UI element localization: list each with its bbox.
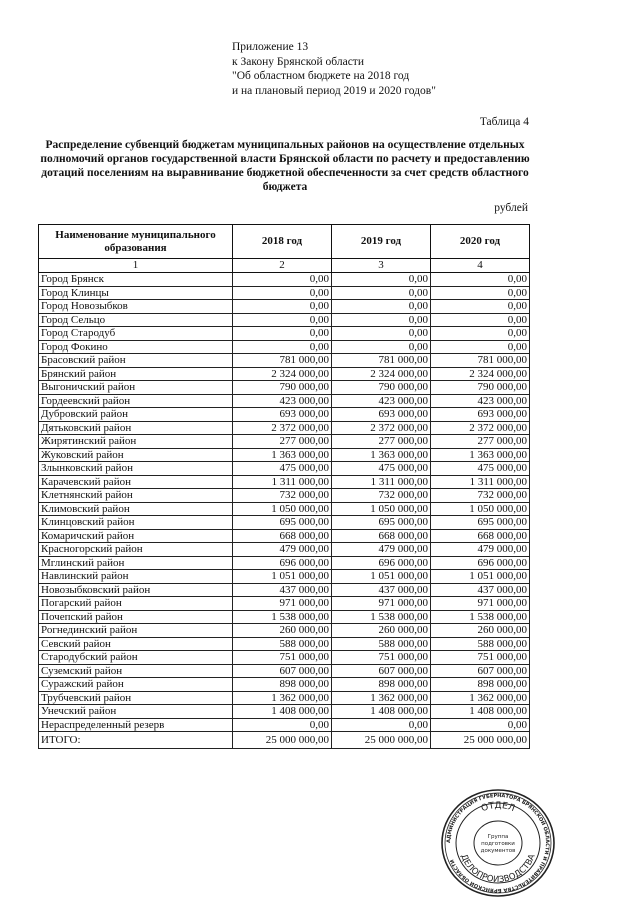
amount-2020: 693 000,00 — [431, 408, 530, 422]
table-row — [39, 367, 530, 381]
amount-2020: 898 000,00 — [431, 678, 530, 692]
amount-2019: 0,00 — [332, 286, 431, 300]
table-row — [39, 718, 530, 732]
amount-2018: 1 311 000,00 — [233, 475, 332, 489]
municipality-name: Город Сельцо — [39, 313, 233, 327]
amount-2020: 2 324 000,00 — [431, 367, 530, 381]
municipality-name: Красногорский район — [39, 543, 233, 557]
column-index: 4 — [431, 259, 530, 273]
municipality-name: Климовский район — [39, 502, 233, 516]
municipality-name: Брасовский район — [39, 354, 233, 368]
header-municipality: Наименование муниципального образования — [39, 225, 233, 259]
appendix-line-2: к Закону Брянской области — [232, 55, 364, 68]
table-row — [39, 678, 530, 692]
table-row — [39, 394, 530, 408]
amount-2018: 2 324 000,00 — [233, 367, 332, 381]
amount-2020: 1 050 000,00 — [431, 502, 530, 516]
municipality-name: Выгоничский район — [39, 381, 233, 395]
amount-2018: 0,00 — [233, 286, 332, 300]
amount-2020: 1 311 000,00 — [431, 475, 530, 489]
table-row — [39, 583, 530, 597]
amount-2019: 0,00 — [332, 718, 431, 732]
amount-2020: 0,00 — [431, 273, 530, 287]
amount-2018: 1 050 000,00 — [233, 502, 332, 516]
svg-text:Группа: Группа — [487, 834, 509, 840]
amount-2018: 1 363 000,00 — [233, 448, 332, 462]
amount-2019: 1 362 000,00 — [332, 691, 431, 705]
municipality-name: Унечский район — [39, 705, 233, 719]
amount-2018: 0,00 — [233, 327, 332, 341]
amount-2018: 696 000,00 — [233, 556, 332, 570]
amount-2018: 588 000,00 — [233, 637, 332, 651]
total-amount-2020: 25 000 000,00 — [431, 732, 530, 749]
table-header-row — [39, 225, 530, 259]
amount-2018: 693 000,00 — [233, 408, 332, 422]
municipality-name: Город Фокино — [39, 340, 233, 354]
amount-2019: 781 000,00 — [332, 354, 431, 368]
amount-2018: 1 538 000,00 — [233, 610, 332, 624]
amount-2019: 588 000,00 — [332, 637, 431, 651]
total-label: ИТОГО: — [39, 732, 233, 749]
municipality-name: Брянский район — [39, 367, 233, 381]
table-row — [39, 556, 530, 570]
municipality-name: Жуковский район — [39, 448, 233, 462]
amount-2020: 1 538 000,00 — [431, 610, 530, 624]
amount-2018: 0,00 — [233, 273, 332, 287]
municipality-name: Нераспределенный резерв — [39, 718, 233, 732]
table-row — [39, 340, 530, 354]
svg-text:ДЕЛОПРОИЗВОДСТВА: ДЕЛОПРОИЗВОДСТВА — [458, 852, 538, 886]
municipality-name: Дубровский район — [39, 408, 233, 422]
municipality-name: Почепский район — [39, 610, 233, 624]
amount-2019: 0,00 — [332, 300, 431, 314]
amount-2020: 437 000,00 — [431, 583, 530, 597]
appendix-line-3: "Об областном бюджете на 2018 год — [232, 70, 410, 82]
amount-2018: 607 000,00 — [233, 664, 332, 678]
amount-2020: 0,00 — [431, 313, 530, 327]
table-row — [39, 664, 530, 678]
amount-2019: 790 000,00 — [332, 381, 431, 395]
amount-2018: 971 000,00 — [233, 597, 332, 611]
amount-2019: 2 324 000,00 — [332, 367, 431, 381]
amount-2018: 0,00 — [233, 313, 332, 327]
table-row — [39, 381, 530, 395]
municipality-name: Стародубский район — [39, 651, 233, 665]
table-row — [39, 637, 530, 651]
table-row — [39, 570, 530, 584]
amount-2019: 2 372 000,00 — [332, 421, 431, 435]
amount-2019: 437 000,00 — [332, 583, 431, 597]
municipality-name: Мглинский район — [39, 556, 233, 570]
column-index: 1 — [39, 259, 233, 273]
municipality-name: Клинцовский район — [39, 516, 233, 530]
table-row — [39, 408, 530, 422]
amount-2020: 0,00 — [431, 300, 530, 314]
amount-2018: 732 000,00 — [233, 489, 332, 503]
subsidy-table — [38, 224, 530, 749]
amount-2020: 423 000,00 — [431, 394, 530, 408]
amount-2018: 2 372 000,00 — [233, 421, 332, 435]
amount-2018: 475 000,00 — [233, 462, 332, 476]
municipality-name: Город Брянск — [39, 273, 233, 287]
amount-2018: 260 000,00 — [233, 624, 332, 638]
table-row — [39, 286, 530, 300]
amount-2019: 1 050 000,00 — [332, 502, 431, 516]
amount-2018: 751 000,00 — [233, 651, 332, 665]
amount-2019: 607 000,00 — [332, 664, 431, 678]
municipality-name: Гордеевский район — [39, 394, 233, 408]
amount-2019: 1 311 000,00 — [332, 475, 431, 489]
amount-2018: 0,00 — [233, 300, 332, 314]
municipality-name: Клетнянский район — [39, 489, 233, 503]
amount-2020: 732 000,00 — [431, 489, 530, 503]
svg-text:подготовки: подготовки — [481, 841, 515, 847]
amount-2019: 898 000,00 — [332, 678, 431, 692]
amount-2019: 0,00 — [332, 340, 431, 354]
amount-2018: 423 000,00 — [233, 394, 332, 408]
amount-2020: 751 000,00 — [431, 651, 530, 665]
table-row — [39, 624, 530, 638]
amount-2018: 1 051 000,00 — [233, 570, 332, 584]
amount-2019: 1 408 000,00 — [332, 705, 431, 719]
municipality-name: Злынковский район — [39, 462, 233, 476]
document-title: Распределение субвенций бюджетам муниципальных районов на осуществление отдельных полномочий органов государственной власти Брянской области по расчету и предоставлению дотаций поселениям на выравнивание бюджетной обеспеченности за счет средств областного бюджета — [40, 139, 530, 193]
municipality-name: Новозыбковский район — [39, 583, 233, 597]
amount-2019: 0,00 — [332, 327, 431, 341]
amount-2020: 277 000,00 — [431, 435, 530, 449]
table-row — [39, 273, 530, 287]
amount-2019: 668 000,00 — [332, 529, 431, 543]
appendix-header — [232, 40, 436, 98]
amount-2018: 0,00 — [233, 340, 332, 354]
amount-2018: 668 000,00 — [233, 529, 332, 543]
municipality-name: Суземский район — [39, 664, 233, 678]
column-index-row — [39, 259, 530, 273]
amount-2018: 479 000,00 — [233, 543, 332, 557]
municipality-name: Рогнединский район — [39, 624, 233, 638]
header-2020: 2020 год — [431, 225, 530, 259]
amount-2018: 0,00 — [233, 718, 332, 732]
amount-2019: 260 000,00 — [332, 624, 431, 638]
municipality-name: Жирятинский район — [39, 435, 233, 449]
column-index: 2 — [233, 259, 332, 273]
municipality-name: Севский район — [39, 637, 233, 651]
table-row — [39, 597, 530, 611]
table-row — [39, 543, 530, 557]
amount-2020: 2 372 000,00 — [431, 421, 530, 435]
amount-2020: 0,00 — [431, 340, 530, 354]
header-2019: 2019 год — [332, 225, 431, 259]
table-row — [39, 529, 530, 543]
table-row — [39, 475, 530, 489]
table-row — [39, 691, 530, 705]
municipality-name: Погарский район — [39, 597, 233, 611]
amount-2019: 695 000,00 — [332, 516, 431, 530]
amount-2019: 1 538 000,00 — [332, 610, 431, 624]
amount-2020: 260 000,00 — [431, 624, 530, 638]
municipality-name: Дятьковский район — [39, 421, 233, 435]
total-amount-2018: 25 000 000,00 — [233, 732, 332, 749]
amount-2020: 479 000,00 — [431, 543, 530, 557]
municipality-name: Навлинский район — [39, 570, 233, 584]
table-row — [39, 313, 530, 327]
table-row — [39, 502, 530, 516]
amount-2019: 475 000,00 — [332, 462, 431, 476]
table-row — [39, 516, 530, 530]
amount-2020: 607 000,00 — [431, 664, 530, 678]
amount-2020: 475 000,00 — [431, 462, 530, 476]
total-row — [39, 732, 530, 749]
amount-2019: 277 000,00 — [332, 435, 431, 449]
amount-2020: 790 000,00 — [431, 381, 530, 395]
amount-2019: 971 000,00 — [332, 597, 431, 611]
table-row — [39, 462, 530, 476]
amount-2019: 751 000,00 — [332, 651, 431, 665]
svg-text:документов: документов — [480, 848, 516, 854]
municipality-name: Город Клинцы — [39, 286, 233, 300]
amount-2018: 790 000,00 — [233, 381, 332, 395]
amount-2020: 695 000,00 — [431, 516, 530, 530]
municipality-name: Город Стародуб — [39, 327, 233, 341]
table-row — [39, 354, 530, 368]
municipality-name: Город Новозыбков — [39, 300, 233, 314]
amount-2020: 1 051 000,00 — [431, 570, 530, 584]
official-stamp — [438, 788, 558, 898]
amount-2019: 0,00 — [332, 273, 431, 287]
amount-2019: 1 051 000,00 — [332, 570, 431, 584]
municipality-name: Трубчевский район — [39, 691, 233, 705]
column-index: 3 — [332, 259, 431, 273]
amount-2018: 1 408 000,00 — [233, 705, 332, 719]
table-row — [39, 300, 530, 314]
svg-text:АДМИНИСТРАЦИЯ ГУБЕРНАТОРА БРЯН: АДМИНИСТРАЦИЯ ГУБЕРНАТОРА БРЯНСКОЙ ОБЛАСТИ И ПРАВИТЕЛЬСТВА БРЯНСКОЙ ОБЛАСТИ — [445, 792, 551, 894]
total-amount-2019: 25 000 000,00 — [332, 732, 431, 749]
amount-2019: 696 000,00 — [332, 556, 431, 570]
amount-2018: 695 000,00 — [233, 516, 332, 530]
amount-2018: 1 362 000,00 — [233, 691, 332, 705]
stamp-seal-icon — [438, 788, 558, 898]
amount-2020: 1 363 000,00 — [431, 448, 530, 462]
header-2018: 2018 год — [233, 225, 332, 259]
amount-2019: 479 000,00 — [332, 543, 431, 557]
table-label: Таблица 4 — [479, 116, 529, 128]
appendix-line-1: Приложение 13 — [232, 41, 309, 53]
amount-2019: 0,00 — [332, 313, 431, 327]
appendix-line-4: и на плановый период 2019 и 2020 годов" — [232, 84, 436, 97]
table-row — [39, 327, 530, 341]
amount-2019: 693 000,00 — [332, 408, 431, 422]
amount-2019: 1 363 000,00 — [332, 448, 431, 462]
amount-2019: 732 000,00 — [332, 489, 431, 503]
amount-2018: 898 000,00 — [233, 678, 332, 692]
amount-2019: 423 000,00 — [332, 394, 431, 408]
table-row — [39, 651, 530, 665]
amount-2020: 781 000,00 — [431, 354, 530, 368]
table-row — [39, 421, 530, 435]
amount-2020: 588 000,00 — [431, 637, 530, 651]
table-row — [39, 448, 530, 462]
amount-2020: 1 408 000,00 — [431, 705, 530, 719]
amount-2020: 668 000,00 — [431, 529, 530, 543]
table-row — [39, 705, 530, 719]
amount-2018: 781 000,00 — [233, 354, 332, 368]
municipality-name: Карачевский район — [39, 475, 233, 489]
amount-2020: 0,00 — [431, 327, 530, 341]
amount-2018: 437 000,00 — [233, 583, 332, 597]
units-label: рублей — [494, 202, 528, 214]
municipality-name: Комаричский район — [39, 529, 233, 543]
amount-2020: 0,00 — [431, 718, 530, 732]
municipality-name: Суражский район — [39, 678, 233, 692]
svg-text:ОТДЕЛ: ОТДЕЛ — [480, 800, 517, 815]
table-row — [39, 435, 530, 449]
amount-2020: 1 362 000,00 — [431, 691, 530, 705]
amount-2018: 277 000,00 — [233, 435, 332, 449]
amount-2020: 696 000,00 — [431, 556, 530, 570]
amount-2020: 971 000,00 — [431, 597, 530, 611]
amount-2020: 0,00 — [431, 286, 530, 300]
table-row — [39, 610, 530, 624]
table-row — [39, 489, 530, 503]
